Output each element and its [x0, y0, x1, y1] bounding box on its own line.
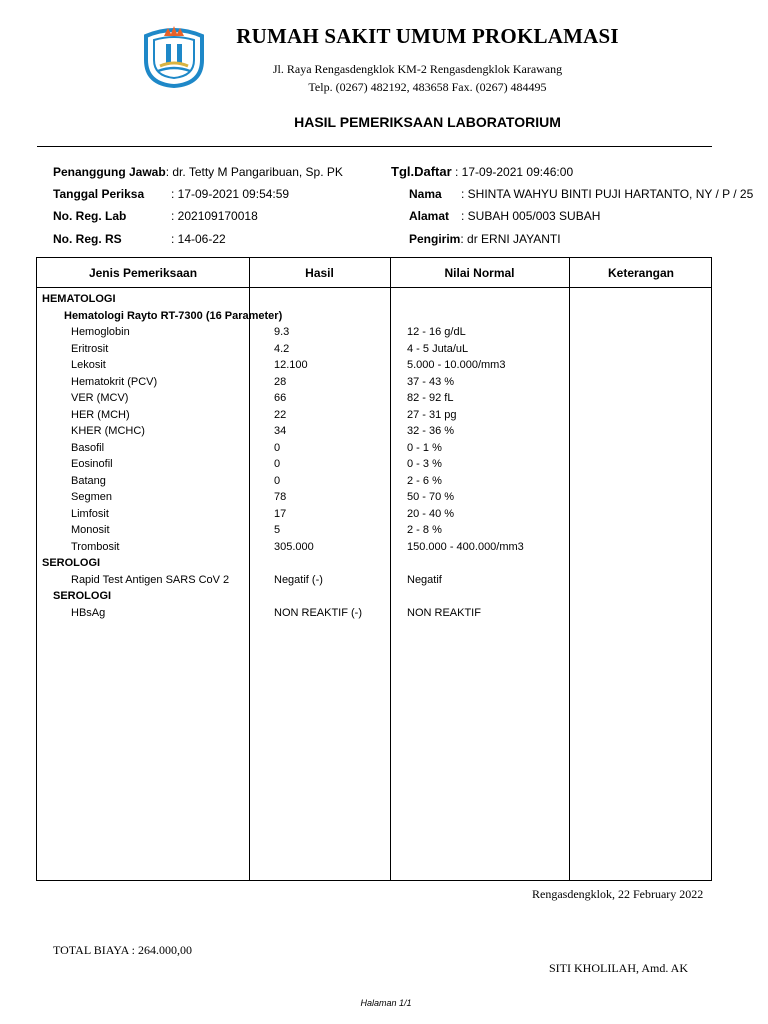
pengirim-row: [409, 232, 561, 246]
test-result: 17: [274, 507, 287, 520]
column-header-jenis: Jenis Pemeriksaan: [88, 266, 198, 280]
table-row: [37, 475, 713, 491]
normal-range: 4 - 5 Juta/uL: [407, 342, 469, 355]
result-table: [36, 257, 712, 881]
test-result: 0: [274, 441, 281, 454]
test-result: 0: [274, 474, 281, 487]
table-row: [37, 541, 713, 557]
test-result: 5: [274, 524, 281, 536]
tgl-daftar-row: [391, 164, 573, 179]
nama-value: : SHINTA WAHYU BINTI PUJI HARTANTO, NY / P / 25: [461, 187, 754, 201]
table-row: [37, 409, 713, 425]
table-row: [37, 458, 713, 474]
test-result: 4.2: [274, 342, 290, 355]
test-result: NON REAKTIF (-): [274, 606, 362, 619]
table-row: [37, 607, 713, 623]
table-row: [37, 491, 713, 507]
table-row: [37, 590, 713, 606]
test-name: Eritrosit: [71, 342, 109, 355]
test-result: 66: [274, 392, 287, 404]
test-name: Monosit: [71, 524, 110, 536]
normal-range: 2 - 6 %: [407, 474, 442, 487]
page-number: Halaman 1/1: [360, 998, 412, 1008]
test-name: KHER (MCHC): [71, 425, 145, 437]
test-name: Limfosit: [71, 507, 109, 520]
test-name: HER (MCH): [71, 408, 130, 421]
test-name: Batang: [71, 474, 106, 487]
test-result: 9.3: [274, 326, 290, 338]
total-biaya: TOTAL BIAYA : 264.000,00: [53, 943, 192, 957]
penanggung-jawab-label: Penanggung Jawab: [53, 165, 166, 179]
section-heading: SEROLOGI: [42, 557, 101, 569]
column-header-keterangan: Keterangan: [607, 266, 675, 280]
penanggung-jawab-value: : dr. Tetty M Pangaribuan, Sp. PK: [165, 165, 343, 179]
normal-range: 0 - 3 %: [407, 458, 442, 470]
penanggung-jawab-row: [53, 165, 343, 179]
test-name: Lekosit: [71, 359, 106, 371]
test-name: Segmen: [71, 491, 112, 503]
normal-range: 27 - 31 pg: [407, 408, 457, 421]
section-heading: Hematologi Rayto RT-7300 (16 Parameter): [64, 309, 283, 322]
normal-range: 0 - 1 %: [407, 441, 442, 454]
no-reg-lab-label: No. Reg. Lab: [53, 209, 127, 223]
normal-range: NON REAKTIF: [407, 606, 481, 619]
pengirim-value: : dr ERNI JAYANTI: [460, 232, 561, 246]
normal-range: 20 - 40 %: [407, 507, 455, 520]
tanggal-periksa-label: Tanggal Periksa: [53, 187, 145, 201]
alamat-label: Alamat: [409, 209, 450, 223]
normal-range: Negatif: [407, 573, 442, 586]
table-row: [37, 359, 713, 375]
no-reg-rs-value: : 14-06-22: [171, 232, 226, 246]
table-row: [37, 524, 713, 540]
table-row: [37, 425, 713, 441]
report-title: HASIL PEMERIKSAAN LABORATORIUM: [294, 114, 561, 130]
test-name: Rapid Test Antigen SARS CoV 2: [71, 573, 230, 586]
pengirim-label: Pengirim: [409, 232, 461, 246]
normal-range: 12 - 16 g/dL: [407, 326, 466, 338]
normal-range: 32 - 36 %: [407, 425, 455, 437]
test-name: Hematokrit (PCV): [71, 375, 158, 388]
alamat-value: : SUBAH 005/003 SUBAH: [461, 209, 601, 223]
test-name: Hemoglobin: [71, 326, 130, 338]
test-result: 12.100: [274, 359, 308, 371]
table-row: [37, 574, 713, 590]
header-divider: [37, 146, 712, 147]
normal-range: 5.000 - 10.000/mm3: [407, 359, 506, 371]
hospital-name: RUMAH SAKIT UMUM PROKLAMASI: [236, 24, 619, 48]
table-row: [37, 392, 713, 408]
tanggal-periksa-value: : 17-09-2021 09:54:59: [171, 187, 290, 201]
table-row: [37, 376, 713, 392]
section-heading: SEROLOGI: [53, 590, 112, 602]
test-result: Negatif (-): [274, 573, 323, 586]
no-reg-lab-value: : 202109170018: [171, 209, 258, 223]
hospital-phone: Telp. (0267) 482192, 483658 Fax. (0267) 484495: [308, 80, 547, 94]
test-name: VER (MCV): [71, 392, 129, 404]
table-row: [37, 310, 713, 326]
column-header-hasil: Hasil: [305, 266, 334, 280]
normal-range: 150.000 - 400.000/mm3: [407, 540, 524, 553]
test-name: Basofil: [71, 441, 105, 454]
test-name: HBsAg: [71, 606, 106, 619]
normal-range: 82 - 92 fL: [407, 392, 454, 404]
signer-name: SITI KHOLILAH, Amd. AK: [549, 961, 688, 975]
nama-label: Nama: [409, 187, 442, 201]
normal-range: 37 - 43 %: [407, 375, 455, 388]
no-reg-rs-label: No. Reg. RS: [53, 232, 122, 246]
table-row: [37, 557, 713, 573]
test-result: 28: [274, 375, 287, 388]
table-row: [37, 442, 713, 458]
test-result: 78: [274, 491, 287, 503]
column-header-nilai-normal: Nilai Normal: [444, 266, 515, 280]
test-result: 305.000: [274, 540, 314, 553]
table-row: [37, 343, 713, 359]
table-row: [37, 508, 713, 524]
test-result: 34: [274, 425, 287, 437]
test-name: Trombosit: [71, 540, 120, 553]
normal-range: 50 - 70 %: [407, 491, 455, 503]
tgl-daftar-label: Tgl.Daftar: [391, 164, 452, 179]
section-heading: HEMATOLOGI: [42, 293, 116, 305]
tgl-daftar-value: : 17-09-2021 09:46:00: [455, 165, 574, 179]
header-row-divider: [37, 287, 711, 288]
sign-place-date: Rengasdengklok, 22 February 2022: [532, 887, 704, 901]
normal-range: 2 - 8 %: [407, 524, 442, 536]
table-row: [37, 293, 713, 309]
hospital-address: Jl. Raya Rengasdengklok KM-2 Rengasdengklok Karawang: [272, 62, 563, 76]
table-row: [37, 326, 713, 342]
test-result: 0: [274, 458, 281, 470]
test-result: 22: [274, 408, 287, 421]
test-name: Eosinofil: [71, 458, 113, 470]
